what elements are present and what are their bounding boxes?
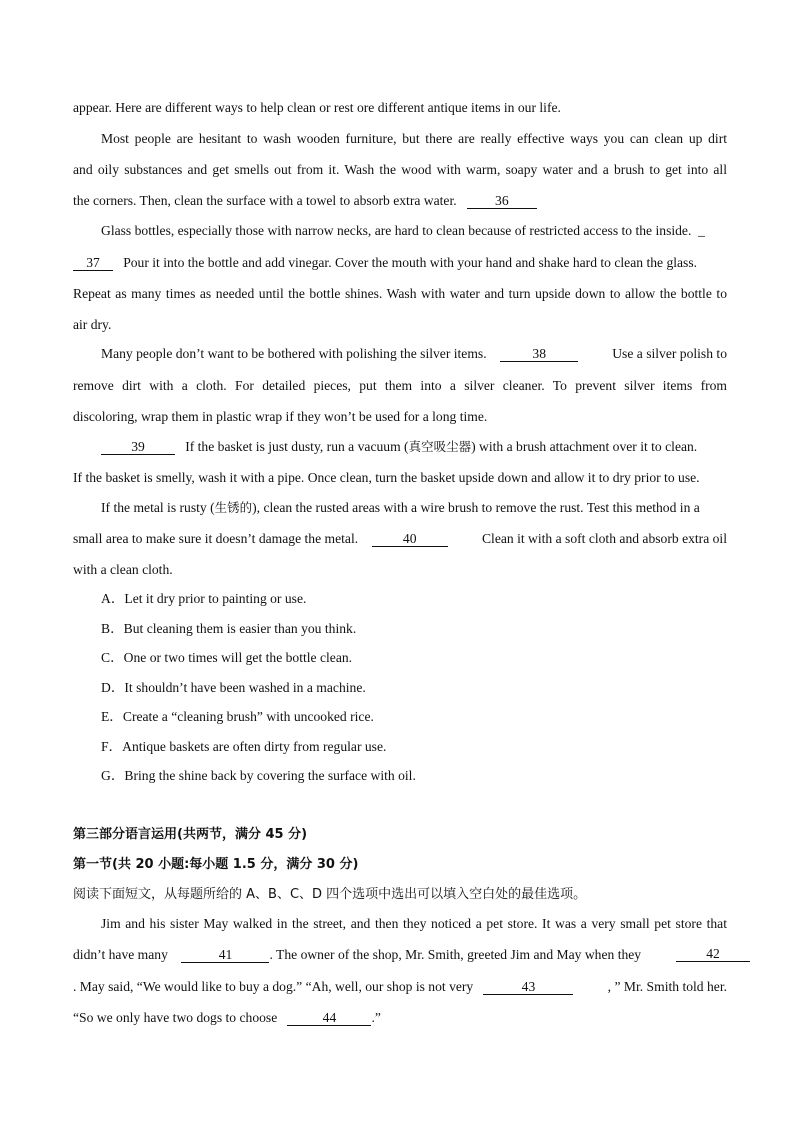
text: small area to make sure it doesn’t damage the metal. <box>73 531 359 546</box>
blank-39[interactable]: 39 <box>101 439 175 455</box>
section-instruction: 阅读下面短文，从每题所给的 A、B、C、D 四个选项中选出可以填入空白处的最佳选项。 <box>73 887 587 902</box>
paragraph-glass-line-2 <box>73 254 697 272</box>
text: Glass bottles, especially those with narrow necks, are hard to clean because of restricted access to the inside. <box>101 223 692 238</box>
text: . The owner of the shop, Mr. Smith, greeted Jim and May when they <box>269 947 642 962</box>
passage-intro-line <box>73 99 561 117</box>
paragraph-metal-line-3 <box>73 561 173 579</box>
text: Many people don’t want to be bothered with polishing the silver items. <box>101 346 487 361</box>
text: Clean it with a soft cloth and absorb extra oil <box>481 531 727 546</box>
text: If the basket is just dusty, run a vacuum ( <box>185 439 409 454</box>
paragraph-silver-line-1 <box>101 345 727 363</box>
blank-42[interactable]: 42 <box>676 946 750 962</box>
passage-jim-line-2 <box>73 946 750 964</box>
passage-jim-line-1 <box>101 915 727 933</box>
text: Most people are hesitant to wash wooden furniture, but there are really effective ways you can clean up dirt <box>101 131 727 146</box>
text: Jim and his sister May walked in the street, and then they noticed a pet store. It was a very small pet store that <box>101 916 727 931</box>
text: and oily substances and get smells out from it. Wash the wood with warm, soapy water and a brush to get into all <box>73 162 727 177</box>
text: If the basket is smelly, wash it with a pipe. Once clean, turn the basket upside down and allow it to dry prior to use. <box>73 470 700 485</box>
text: ), clean the rusted areas with a wire brush to remove the rust. Test this method in a <box>252 500 700 515</box>
option-a: A．Let it dry prior to painting or use. <box>101 591 307 606</box>
text: 真空吸尘器 <box>408 439 472 454</box>
text: .” <box>371 1010 381 1025</box>
paragraph-wood-line-1 <box>101 130 727 148</box>
text: appear. Here are different ways to help clean or rest ore different antique items in our life. <box>73 100 561 115</box>
paragraph-basket-line-2 <box>73 469 700 487</box>
option-g: G．Bring the shine back by covering the surface with oil. <box>101 768 416 783</box>
text: 生锈的 <box>214 500 253 515</box>
blank-36[interactable]: 36 <box>467 193 537 209</box>
paragraph-silver-line-3 <box>73 408 487 426</box>
option-b: B．But cleaning them is easier than you think. <box>101 621 357 636</box>
text: air dry. <box>73 317 112 332</box>
option-c: C．One or two times will get the bottle clean. <box>101 650 353 665</box>
text: “So we only have two dogs to choose <box>73 1010 278 1025</box>
option-e: E．Create a “cleaning brush” with uncooked rice. <box>101 709 374 724</box>
text: with a clean cloth. <box>73 562 173 577</box>
paragraph-glass-line-3 <box>73 285 727 303</box>
option-f: F．Antique baskets are often dirty from regular use. <box>101 739 387 754</box>
section-subheading: 第一节(共 20 小题:每小题 1.5 分，满分 30 分) <box>73 857 359 872</box>
passage-jim-line-3 <box>73 978 727 996</box>
section-heading: 第三部分语言运用(共两节，满分 45 分) <box>73 827 308 842</box>
paragraph-wood-line-2 <box>73 161 727 179</box>
paragraph-glass-line-4 <box>73 316 111 334</box>
text: remove dirt with a cloth. For detailed pieces, put them into a silver cleaner. To prevent silver items from <box>73 378 727 393</box>
option-d: D．It shouldn’t have been washed in a machine. <box>101 680 366 695</box>
text: discoloring, wrap them in plastic wrap if they won’t be used for a long time. <box>73 409 488 424</box>
paragraph-glass-line-1 <box>101 222 705 240</box>
blank-38[interactable]: 38 <box>500 346 578 362</box>
text: the corners. Then, clean the surface with a towel to absorb extra water. <box>73 193 457 208</box>
text: . May said, “We would like to buy a dog.” “Ah, well, our shop is not very <box>73 979 474 994</box>
blank-37[interactable]: 37 <box>73 255 113 271</box>
paragraph-metal-line-1 <box>101 499 700 517</box>
text: _ <box>698 223 705 238</box>
text: ) with a brush attachment over it to clean. <box>471 439 698 454</box>
paragraph-silver-line-2 <box>73 377 727 395</box>
paragraph-metal-line-2 <box>73 530 727 548</box>
blank-44[interactable]: 44 <box>287 1010 371 1026</box>
text: didn’t have many <box>73 947 168 962</box>
blank-43[interactable]: 43 <box>483 979 573 995</box>
blank-41[interactable]: 41 <box>181 947 269 963</box>
text: Repeat as many times as needed until the bottle shines. Wash with water and turn upside down to allow the bottle to <box>73 286 727 301</box>
text: Use a silver polish to <box>612 346 727 361</box>
passage-jim-line-4 <box>73 1009 381 1027</box>
blank-40[interactable]: 40 <box>372 531 448 547</box>
paragraph-basket-line-1 <box>101 438 697 456</box>
text: Pour it into the bottle and add vinegar. Cover the mouth with your hand and shake hard to clean the glass. <box>123 255 698 270</box>
text: If the metal is rusty ( <box>101 500 215 515</box>
text: , ” Mr. Smith told her. <box>607 979 727 994</box>
paragraph-wood-line-3 <box>73 192 537 210</box>
